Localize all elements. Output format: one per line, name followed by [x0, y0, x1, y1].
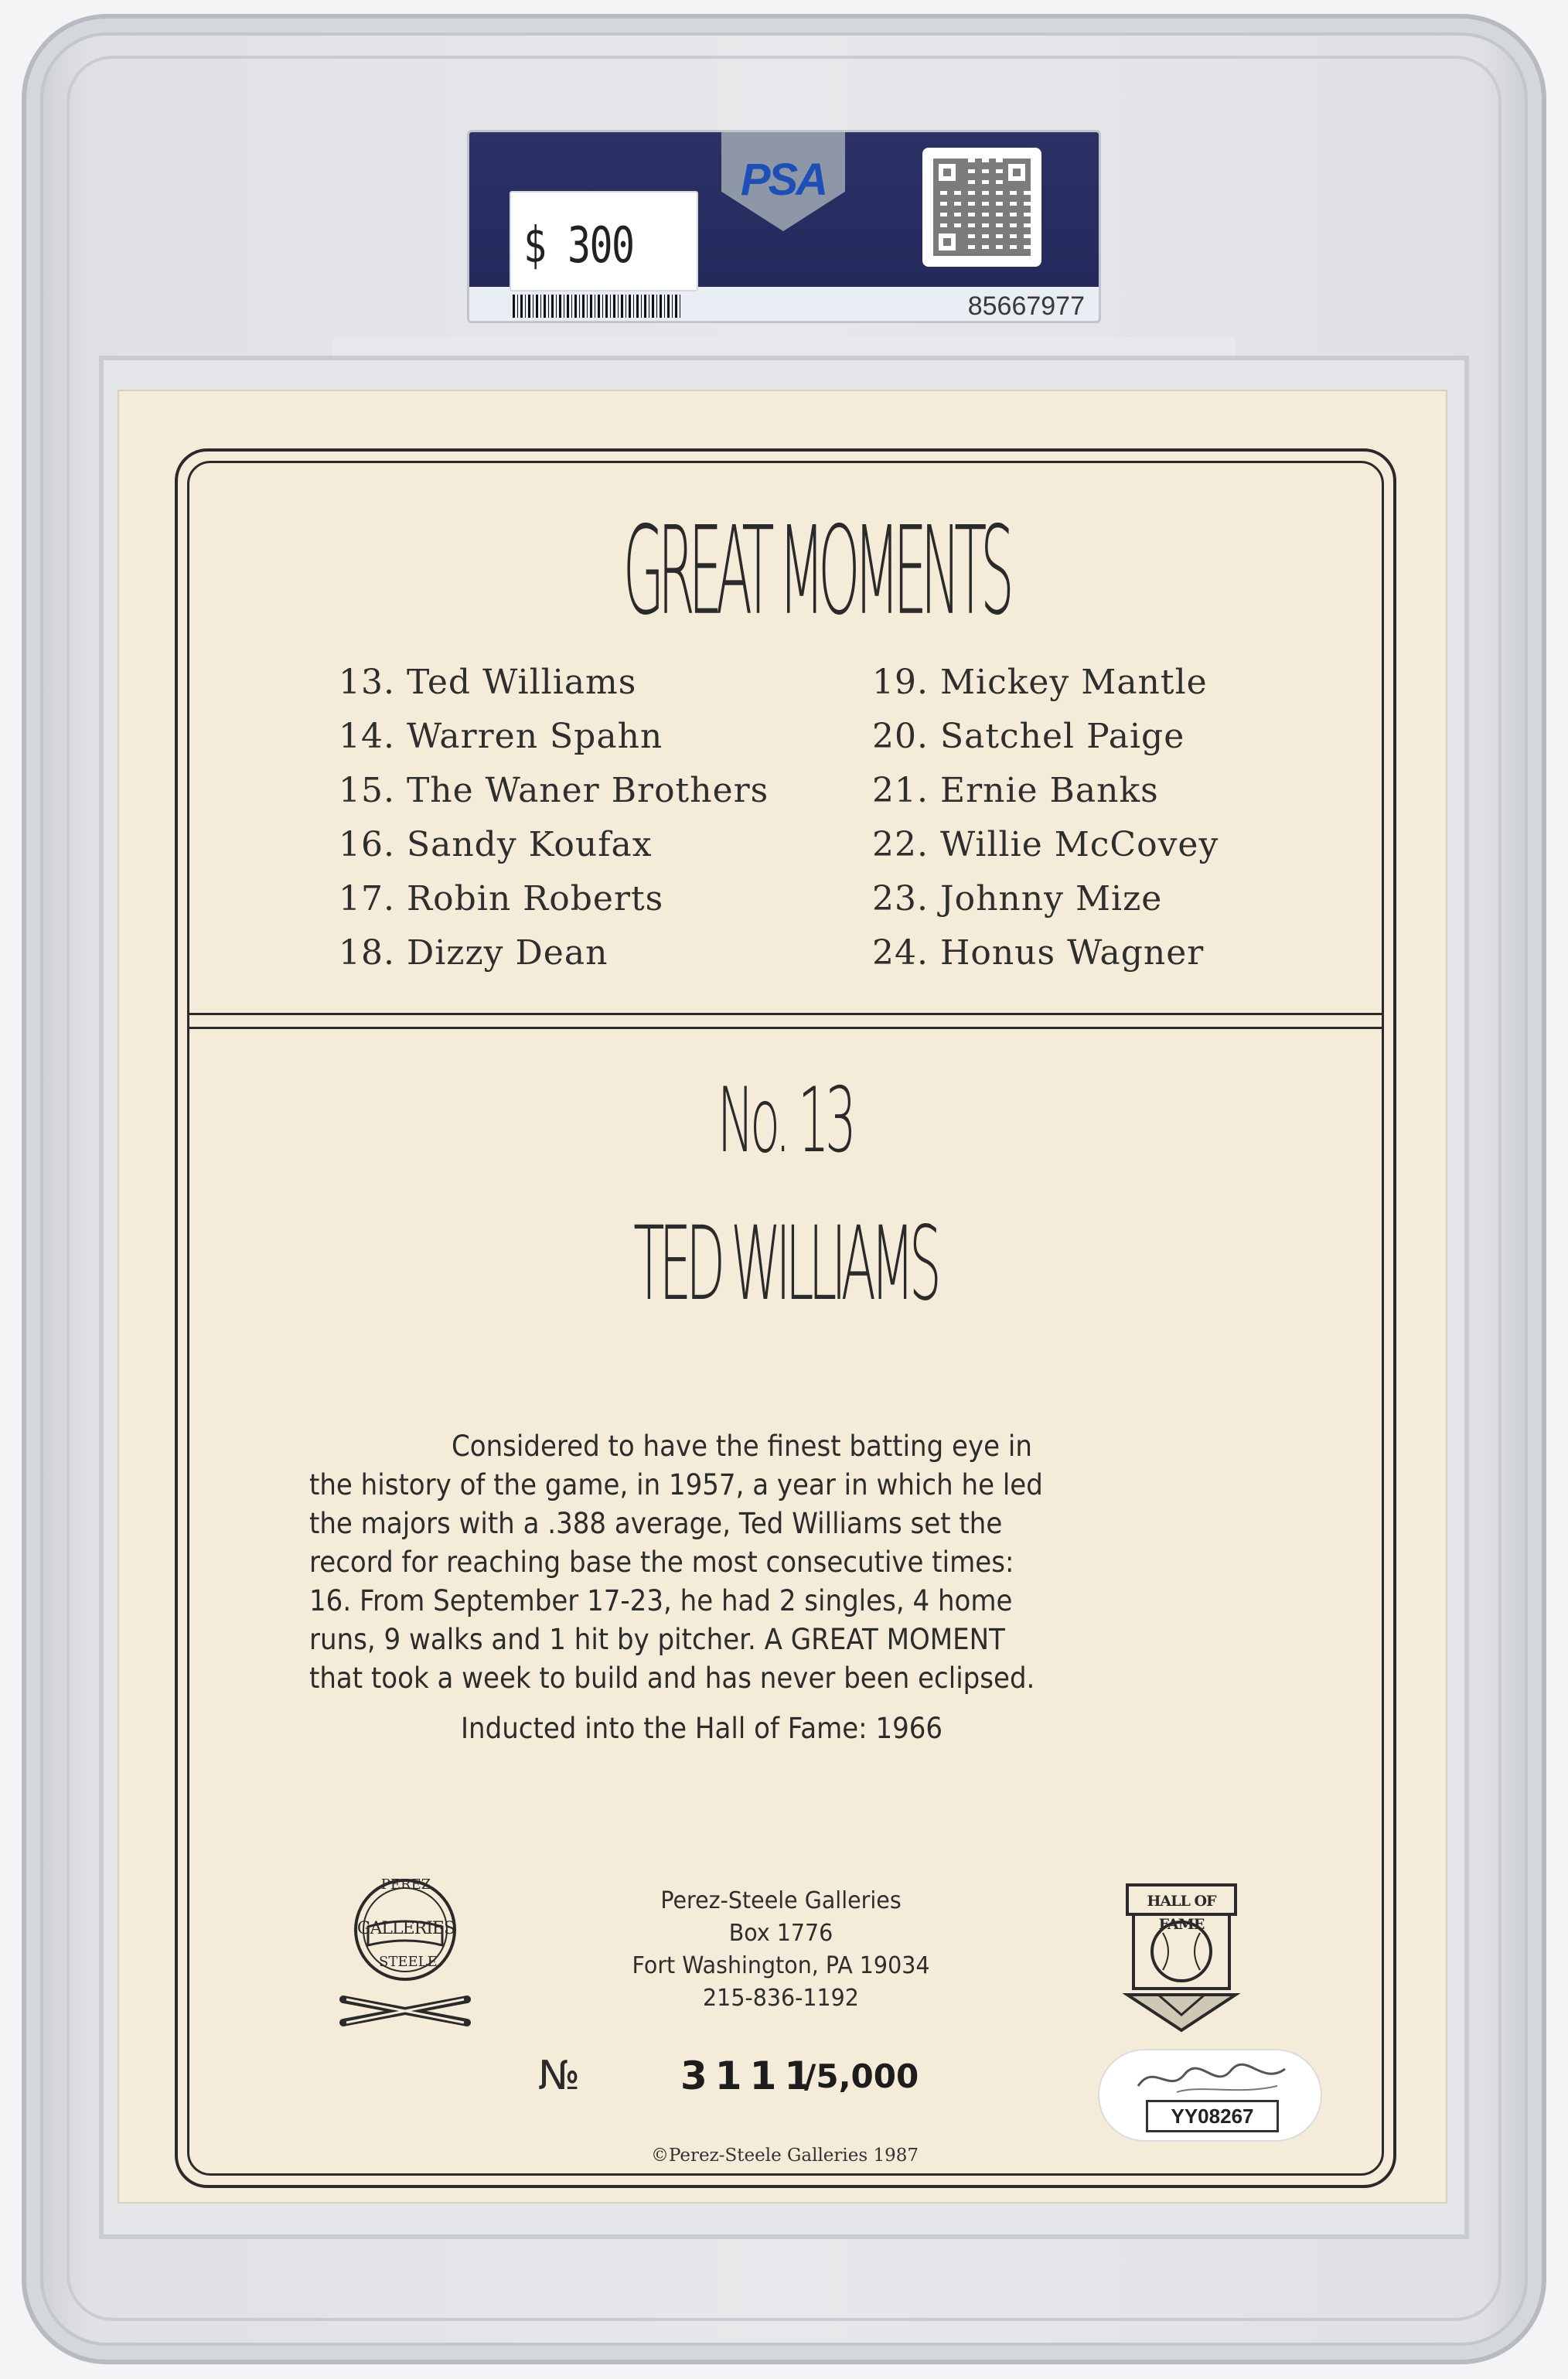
checklist-item: 22. Willie McCovey [872, 825, 1219, 864]
checklist-item: 20. Satchel Paige [872, 717, 1185, 756]
jsa-authentication-sticker [1098, 2049, 1322, 2142]
copyright-line: ©Perez-Steele Galleries 1987 [650, 2146, 919, 2166]
bio-line: Considered to have the finest batting eye in [452, 1430, 1032, 1463]
barcode-icon [513, 295, 683, 318]
checklist-item: 24. Honus Wagner [872, 933, 1205, 973]
bio-line: record for reaching base the most consecutive times: [309, 1546, 1014, 1579]
checklist-item: 18. Dizzy Dean [339, 933, 608, 973]
checklist-item: 23. Johnny Mize [872, 879, 1163, 919]
serial-number: 3111 [680, 2054, 820, 2098]
gallery-logo-bottom: STEELE [379, 1954, 438, 1970]
series-title: GREAT MOMENTS [622, 500, 1008, 642]
player-name: TED WILLIAMS [633, 1205, 936, 1324]
publisher-address [583, 1885, 980, 2024]
checklist-item: 15. The Waner Brothers [339, 771, 769, 810]
bio-text [309, 1427, 1205, 1698]
frame-divider [187, 1027, 1384, 1029]
gallery-logo-top: PEREZ [380, 1876, 431, 1893]
checklist-left [339, 656, 849, 980]
address-line: Fort Washington, PA 19034 [632, 1952, 930, 1979]
jsa-code: YY08267 [1146, 2100, 1279, 2132]
checklist-item: 16. Sandy Koufax [339, 825, 653, 864]
price-sticker [510, 191, 698, 291]
hall-of-fame-inducted: Inducted into the Hall of Fame: 1966 [461, 1712, 943, 1745]
checklist-item: 17. Robin Roberts [339, 879, 664, 919]
address-line: 215-836-1192 [703, 1985, 859, 2012]
psa-logo: PSA [740, 155, 827, 205]
checklist-item: 21. Ernie Banks [872, 771, 1159, 810]
address-line: Perez-Steele Galleries [660, 1887, 902, 1914]
card-number: No. 13 [717, 1069, 853, 1173]
bio-line: the history of the game, in 1957, a year in which he led [309, 1468, 1043, 1501]
hall-of-fame-logo-text: HALL OF FAME [1147, 1893, 1216, 1933]
bio-line: that took a week to build and has never been eclipsed. [309, 1662, 1035, 1695]
qr-code-icon[interactable] [922, 148, 1041, 267]
address-line: Box 1776 [728, 1920, 833, 1947]
serial-prefix: № [538, 2053, 581, 2099]
gallery-logo-middle: GALLERIES [356, 1919, 455, 1938]
psa-label [467, 130, 1101, 323]
checklist-item: 13. Ted Williams [339, 663, 637, 702]
checklist-item: 14. Warren Spahn [339, 717, 663, 756]
bio-line: 16. From September 17-23, he had 2 singles, 4 home [309, 1584, 1013, 1617]
bio-line: the majors with a .388 average, Ted Williams set the [309, 1507, 1003, 1540]
price-text: $ 300 [523, 217, 634, 274]
cert-number: 85667977 [967, 291, 1085, 321]
checklist-right [872, 656, 1382, 980]
signature-icon [1130, 2055, 1300, 2101]
serial-total: /5,000 [804, 2057, 919, 2095]
bio-line: runs, 9 walks and 1 hit by pitcher. A GREAT MOMENT [309, 1623, 1005, 1656]
checklist-item: 19. Mickey Mantle [872, 663, 1208, 702]
perez-steele-galleries-logo [328, 1871, 482, 2033]
frame-divider [187, 1013, 1384, 1015]
